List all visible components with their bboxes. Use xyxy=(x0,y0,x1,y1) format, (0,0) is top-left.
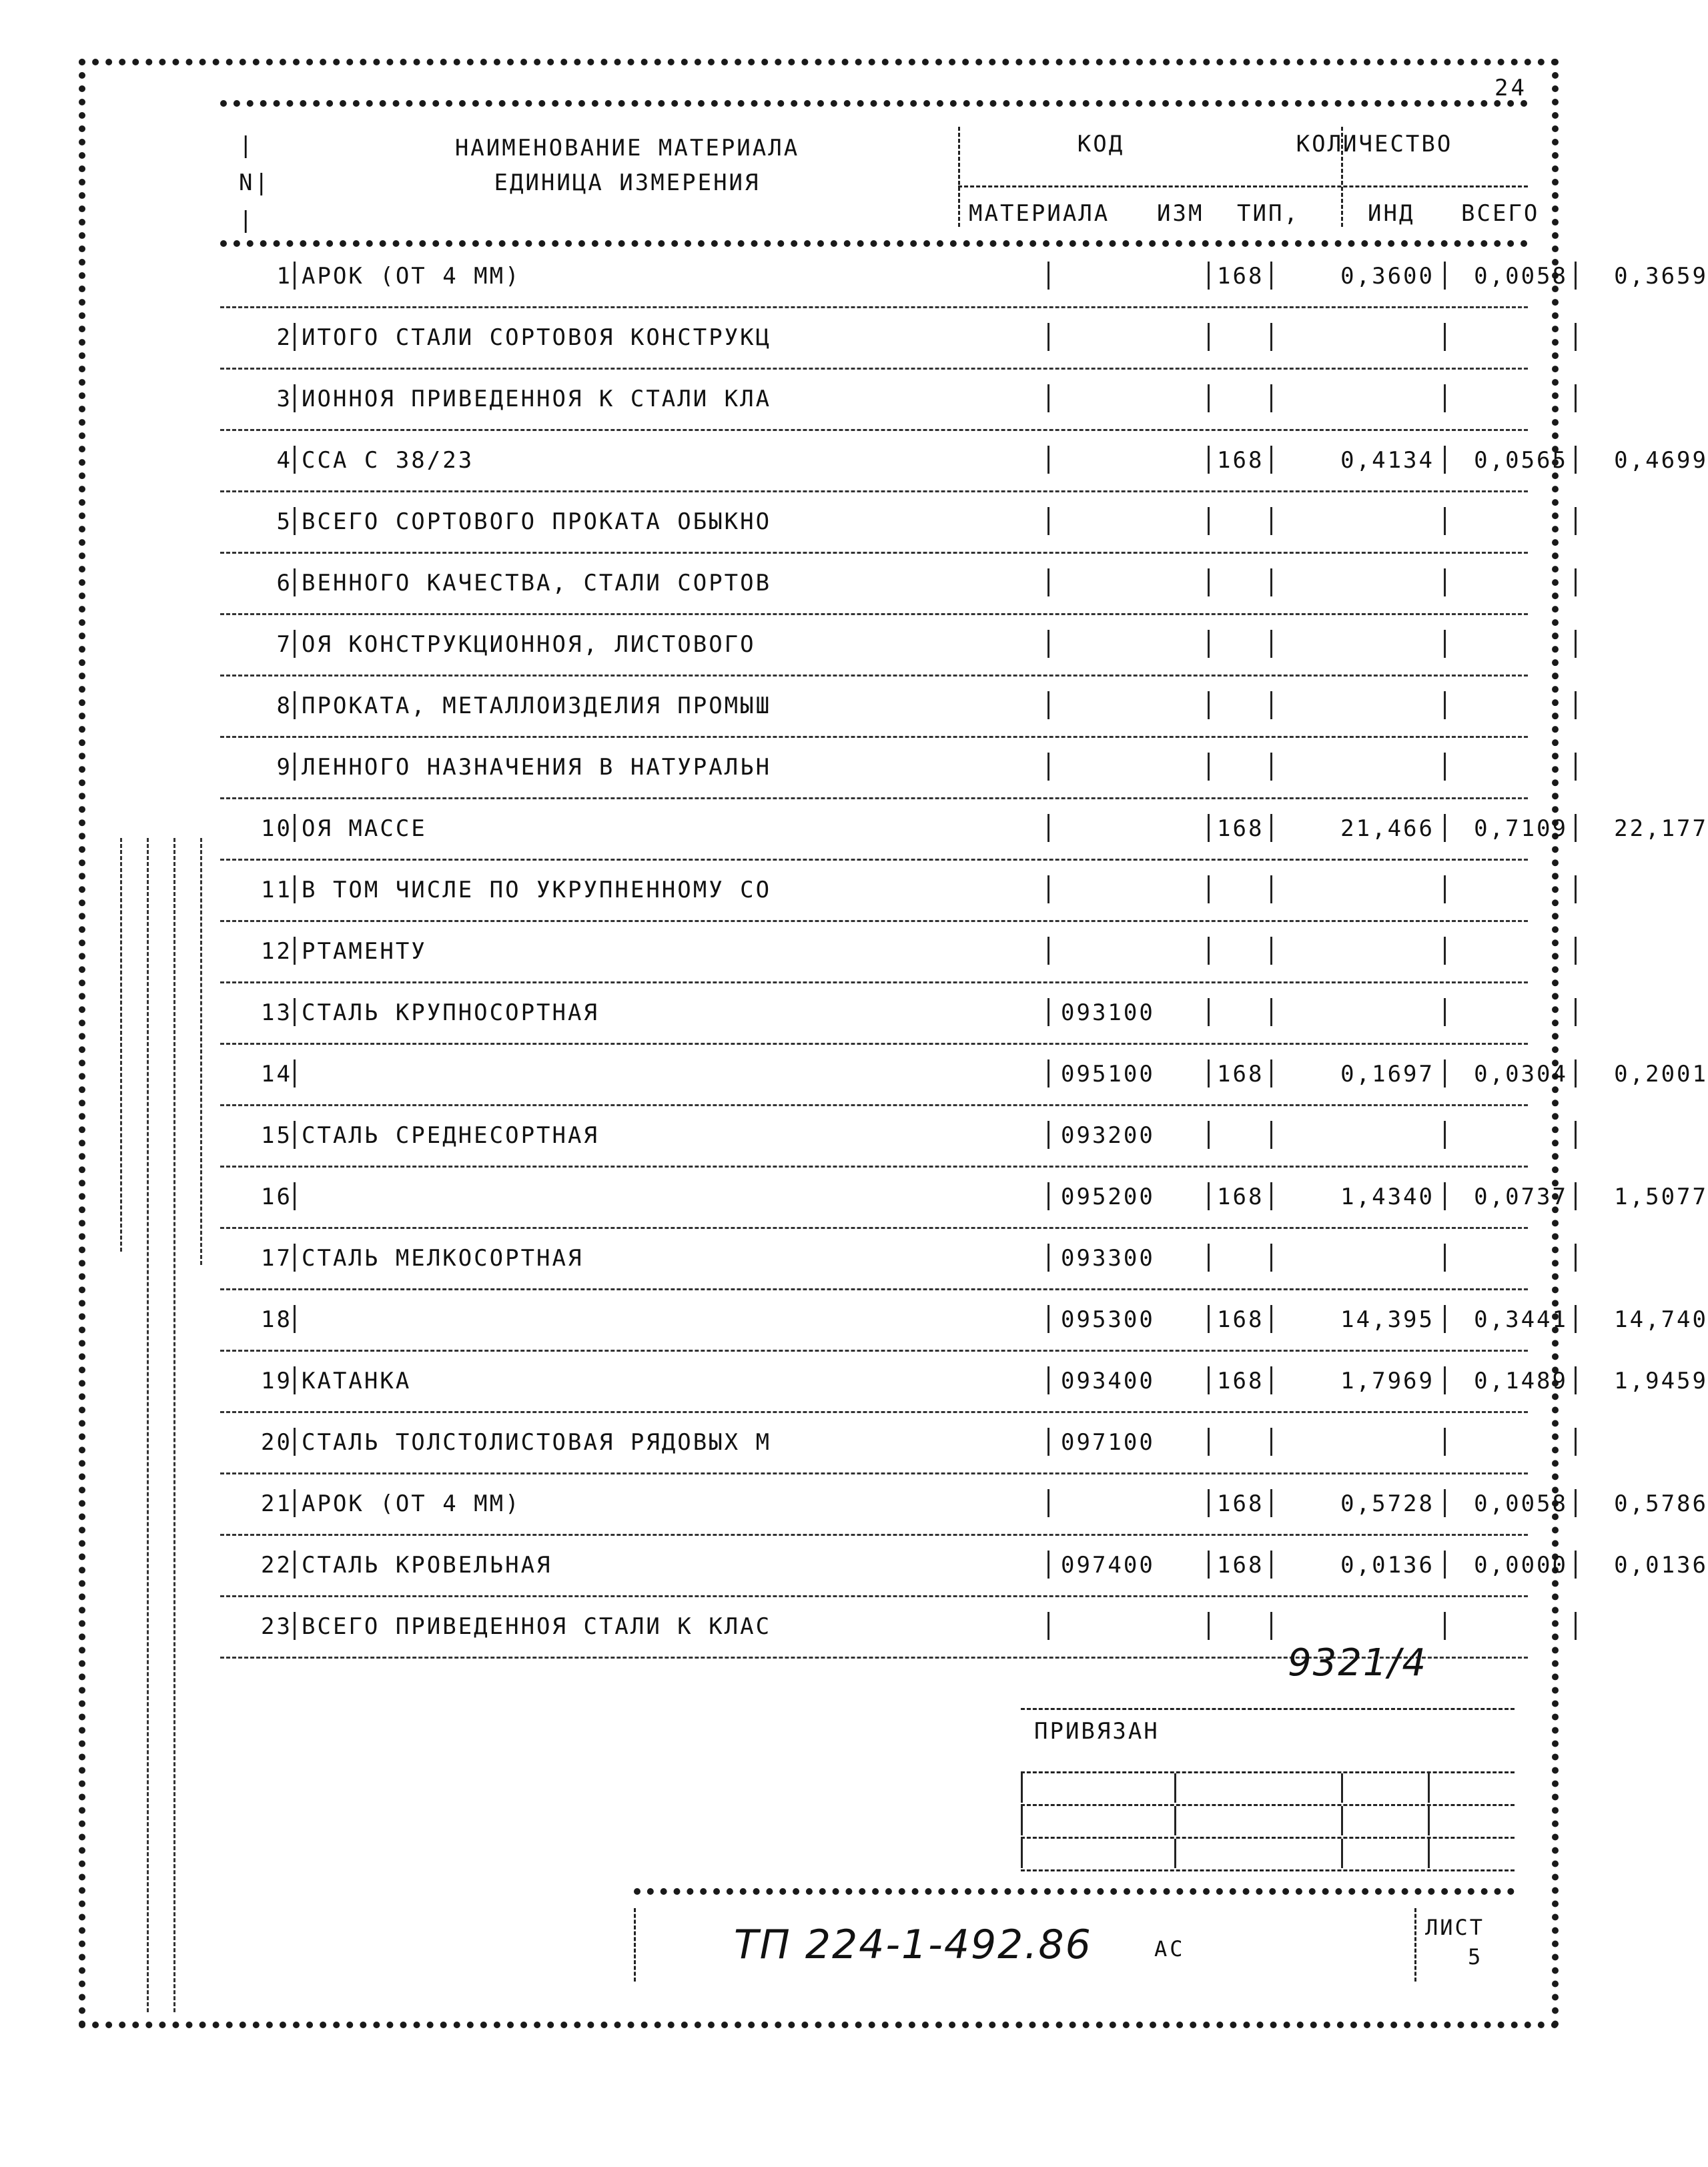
row-material-code: 095200 xyxy=(1061,1184,1155,1210)
row-total-qty: 1,5077 xyxy=(1614,1184,1708,1210)
row-unit-code: 168 xyxy=(1217,1368,1264,1394)
table-row xyxy=(220,861,1528,922)
row-unit-code: 168 xyxy=(1217,447,1264,474)
row-number: 4 xyxy=(276,447,292,474)
table-row xyxy=(220,431,1708,492)
row-unit-code: 168 xyxy=(1217,1061,1264,1088)
row-material-name: КАТАНКА xyxy=(302,1368,412,1394)
row-unit-code: 168 xyxy=(1217,1490,1264,1517)
table-row xyxy=(220,308,1528,370)
row-number: 15 xyxy=(261,1122,292,1149)
row-unit-code: 168 xyxy=(1217,263,1264,290)
row-material-name: ОЯ КОНСТРУКЦИОННОЯ, ЛИСТОВОГО xyxy=(302,631,756,658)
row-material-code: 095100 xyxy=(1061,1061,1155,1088)
row-material-name: СТАЛЬ КРУПНОСОРТНАЯ xyxy=(302,999,599,1026)
row-number: 22 xyxy=(261,1552,292,1579)
sheet-label: ЛИСТ xyxy=(1425,1915,1485,1940)
table-row xyxy=(220,1413,1528,1474)
row-material-name: В ТОМ ЧИСЛЕ ПО УКРУПНЕННОМУ СО xyxy=(302,877,772,903)
table-row xyxy=(220,247,1708,308)
row-unit-code: 168 xyxy=(1217,1552,1264,1579)
table-row xyxy=(220,1474,1708,1536)
row-unit-code: 168 xyxy=(1217,1184,1264,1210)
row-unit-code: 168 xyxy=(1217,1306,1264,1333)
document-code: ТП 224-1-492.86 xyxy=(734,1921,1092,1968)
row-ind-qty: 0,0000 xyxy=(1474,1552,1568,1579)
row-ind-qty: 0,7109 xyxy=(1474,815,1568,842)
row-typ-qty: 0,4134 xyxy=(1340,447,1434,474)
table-row xyxy=(220,799,1708,861)
row-material-code: 093400 xyxy=(1061,1368,1155,1394)
row-typ-qty: 0,5728 xyxy=(1340,1490,1434,1517)
row-number: 8 xyxy=(276,693,292,719)
row-typ-qty: 0,3600 xyxy=(1340,263,1434,290)
row-material-name: СТАЛЬ КРОВЕЛЬНАЯ xyxy=(302,1552,552,1579)
row-ind-qty: 0,0058 xyxy=(1474,263,1568,290)
table-row xyxy=(220,1168,1708,1229)
materials-table xyxy=(220,100,1708,1659)
row-total-qty: 0,2001 xyxy=(1614,1061,1708,1088)
header-code: КОД xyxy=(1077,131,1125,157)
row-number: 13 xyxy=(261,999,292,1026)
table-row xyxy=(220,983,1528,1045)
row-material-name: АРОК (ОТ 4 ММ) xyxy=(302,263,521,290)
row-ind-qty: 0,1489 xyxy=(1474,1368,1568,1394)
row-typ-qty: 1,4340 xyxy=(1340,1184,1434,1210)
row-number: 9 xyxy=(276,754,292,781)
row-material-name: ПРОКАТА, МЕТАЛЛОИЗДЕЛИЯ ПРОМЫШ xyxy=(302,693,772,719)
row-ind-qty: 0,3441 xyxy=(1474,1306,1568,1333)
row-ind-qty: 0,0737 xyxy=(1474,1184,1568,1210)
row-material-name: ОЯ МАССЕ xyxy=(302,815,427,842)
row-material-name: ССА С 38/23 xyxy=(302,447,474,474)
table-row xyxy=(220,492,1528,554)
row-material-name: ИТОГО СТАЛИ СОРТОВОЯ КОНСТРУКЦ xyxy=(302,324,772,351)
table-row xyxy=(220,1106,1528,1168)
row-number: 16 xyxy=(261,1184,292,1210)
header-typ: ТИП, xyxy=(1237,200,1300,227)
row-number: 6 xyxy=(276,570,292,596)
sheet-value: 5 xyxy=(1468,1944,1481,1970)
stage-code: АС xyxy=(1154,1936,1186,1962)
row-unit-code: 168 xyxy=(1217,815,1264,842)
row-number: 14 xyxy=(261,1061,292,1088)
row-typ-qty: 0,1697 xyxy=(1340,1061,1434,1088)
row-typ-qty: 21,466 xyxy=(1340,815,1434,842)
header-unit: ИЗМ xyxy=(1157,200,1204,227)
row-material-code: 097400 xyxy=(1061,1552,1155,1579)
row-material-name: ВСЕГО СОРТОВОГО ПРОКАТА ОБЫКНО xyxy=(302,508,772,535)
row-number: 3 xyxy=(276,386,292,412)
table-header xyxy=(220,100,1540,247)
sheet-number: 24 xyxy=(1494,75,1527,101)
inventory-number: 9321/4 xyxy=(1288,1641,1428,1685)
header-ind: ИНД xyxy=(1368,200,1415,227)
row-number: 21 xyxy=(261,1490,292,1517)
bound-label: ПРИВЯЗАН xyxy=(1021,1708,1515,1771)
table-row xyxy=(220,370,1528,431)
row-material-name: СТАЛЬ МЕЛКОСОРТНАЯ xyxy=(302,1245,584,1272)
row-material-name: ВСЕГО ПРИВЕДЕННОЯ СТАЛИ К КЛАС xyxy=(302,1613,772,1640)
row-total-qty: 1,9459 xyxy=(1614,1368,1708,1394)
row-number: 7 xyxy=(276,631,292,658)
row-material-name: СТАЛЬ СРЕДНЕСОРТНАЯ xyxy=(302,1122,599,1149)
bound-box xyxy=(1021,1708,1515,1871)
row-ind-qty: 0,0565 xyxy=(1474,447,1568,474)
row-material-code: 093200 xyxy=(1061,1122,1155,1149)
row-number: 11 xyxy=(261,877,292,903)
row-number: 18 xyxy=(261,1306,292,1333)
row-number: 12 xyxy=(261,938,292,965)
header-total: ВСЕГО xyxy=(1461,200,1540,227)
table-row xyxy=(220,1045,1708,1106)
table-row xyxy=(220,1352,1708,1413)
row-number: 1 xyxy=(276,263,292,290)
row-typ-qty: 14,395 xyxy=(1340,1306,1434,1333)
row-number: 2 xyxy=(276,324,292,351)
row-total-qty: 22,177 xyxy=(1614,815,1708,842)
row-ind-qty: 0,0058 xyxy=(1474,1490,1568,1517)
table-row xyxy=(220,1229,1528,1290)
row-total-qty: 0,4699 xyxy=(1614,447,1708,474)
header-number: | N| | xyxy=(239,132,270,234)
row-material-code: 093100 xyxy=(1061,999,1155,1026)
table-row xyxy=(220,1290,1708,1352)
row-material-name: ВЕННОГО КАЧЕСТВА, СТАЛИ СОРТОВ xyxy=(302,570,772,596)
row-number: 17 xyxy=(261,1245,292,1272)
row-number: 10 xyxy=(261,815,292,842)
row-total-qty: 0,0136 xyxy=(1614,1552,1708,1579)
row-number: 23 xyxy=(261,1613,292,1640)
row-typ-qty: 0,0136 xyxy=(1340,1552,1434,1579)
row-total-qty: 14,740 xyxy=(1614,1306,1708,1333)
row-material-name: СТАЛЬ ТОЛСТОЛИСТОВАЯ РЯДОВЫХ М xyxy=(302,1429,772,1456)
row-total-qty: 0,5786 xyxy=(1614,1490,1708,1517)
table-row xyxy=(220,554,1528,615)
row-material-name: АРОК (ОТ 4 ММ) xyxy=(302,1490,521,1517)
row-material-name: ЛЕННОГО НАЗНАЧЕНИЯ В НАТУРАЛЬН xyxy=(302,754,772,781)
table-row xyxy=(220,738,1528,799)
row-material-name: ИОННОЯ ПРИВЕДЕННОЯ К СТАЛИ КЛА xyxy=(302,386,772,412)
header-quantity: КОЛИЧЕСТВО xyxy=(1296,131,1453,157)
row-material-code: 093300 xyxy=(1061,1245,1155,1272)
table-row xyxy=(220,1536,1708,1597)
row-material-name: РТАМЕНТУ xyxy=(302,938,427,965)
header-material-name: НАИМЕНОВАНИЕ МАТЕРИАЛА ЕДИНИЦА ИЗМЕРЕНИЯ xyxy=(454,135,800,196)
row-material-code: 095300 xyxy=(1061,1306,1155,1333)
row-ind-qty: 0,0304 xyxy=(1474,1061,1568,1088)
table-row xyxy=(220,615,1528,677)
left-margin-marks xyxy=(107,838,220,2026)
header-material: МАТЕРИАЛА xyxy=(969,200,1110,227)
row-typ-qty: 1,7969 xyxy=(1340,1368,1434,1394)
row-number: 19 xyxy=(261,1368,292,1394)
table-row xyxy=(220,922,1528,983)
row-material-code: 097100 xyxy=(1061,1429,1155,1456)
row-number: 5 xyxy=(276,508,292,535)
title-block xyxy=(634,1888,1515,1995)
row-number: 20 xyxy=(261,1429,292,1456)
row-total-qty: 0,3659 xyxy=(1614,263,1708,290)
table-body xyxy=(220,247,1708,1659)
table-row xyxy=(220,677,1528,738)
